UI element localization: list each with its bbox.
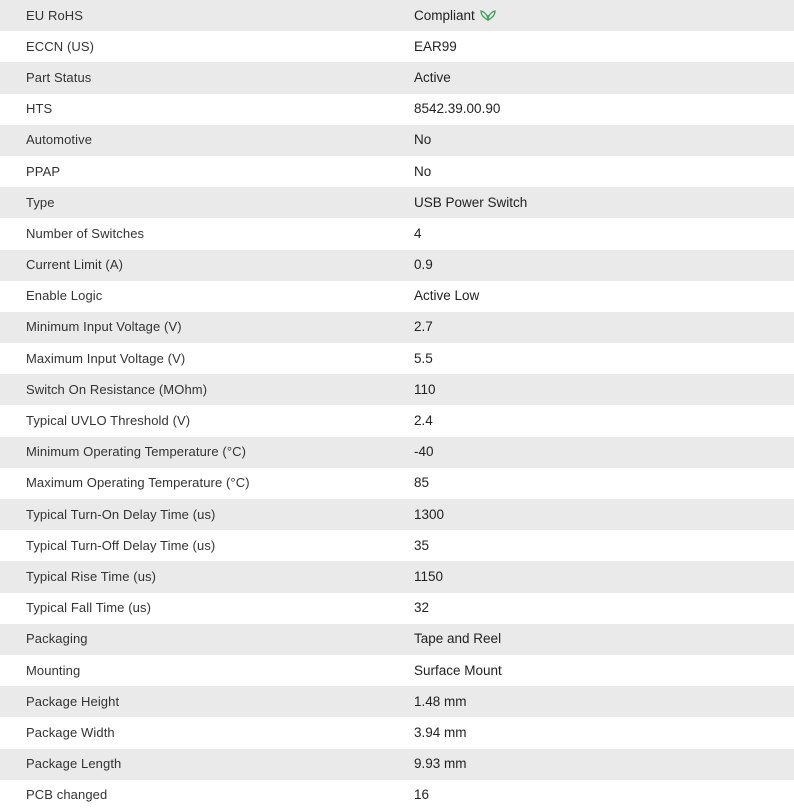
- spec-label: Enable Logic: [26, 288, 103, 304]
- spec-value-text: Compliant: [414, 7, 475, 23]
- spec-value: Surface Mount: [414, 662, 502, 678]
- spec-row: [0, 717, 794, 748]
- spec-label: Current Limit (A): [26, 257, 124, 273]
- spec-label: Part Status: [26, 69, 92, 85]
- spec-value: 8542.39.00.90: [414, 101, 501, 117]
- spec-value: 5.5: [414, 350, 433, 366]
- spec-row: [0, 686, 794, 717]
- leaf-icon: [480, 9, 496, 21]
- spec-value: 32: [414, 600, 430, 616]
- spec-value: 2.7: [414, 319, 433, 335]
- spec-row: [0, 31, 794, 62]
- spec-value: Active Low: [414, 288, 480, 304]
- spec-row: [0, 561, 794, 592]
- spec-value: -40: [414, 444, 434, 460]
- spec-value: 1150: [414, 568, 444, 584]
- spec-value: 85: [414, 475, 430, 491]
- spec-label: Typical Rise Time (us): [26, 568, 157, 584]
- spec-row: [0, 405, 794, 436]
- spec-row: [0, 530, 794, 561]
- spec-value: No: [414, 163, 432, 179]
- spec-label: ECCN (US): [26, 38, 95, 54]
- spec-value: Tape and Reel: [414, 631, 502, 647]
- spec-label: EU RoHS: [26, 7, 84, 23]
- spec-row: [0, 499, 794, 530]
- spec-row: [0, 780, 794, 811]
- spec-label: Switch On Resistance (MOhm): [26, 381, 208, 397]
- spec-row: [0, 94, 794, 125]
- spec-label: Typical Fall Time (us): [26, 600, 152, 616]
- spec-row: [0, 593, 794, 624]
- spec-row: [0, 187, 794, 218]
- spec-label: PCB changed: [26, 787, 108, 803]
- spec-value: 35: [414, 537, 430, 553]
- spec-value: 9.93 mm: [414, 756, 467, 772]
- spec-value: 1300: [414, 506, 445, 522]
- spec-value: 3.94 mm: [414, 724, 467, 740]
- spec-label: Mounting: [26, 662, 81, 678]
- spec-label: Automotive: [26, 132, 93, 148]
- spec-label: HTS: [26, 101, 53, 117]
- spec-value: 0.9: [414, 257, 433, 273]
- spec-label: Maximum Input Voltage (V): [26, 350, 186, 366]
- spec-label: Number of Switches: [26, 225, 145, 241]
- spec-value: 2.4: [414, 413, 433, 429]
- spec-row: [0, 125, 794, 156]
- spec-value: 4: [414, 225, 422, 241]
- spec-row: [0, 374, 794, 405]
- spec-label: Typical Turn-On Delay Time (us): [26, 506, 216, 522]
- spec-value: Active: [414, 69, 451, 85]
- spec-label: Package Height: [26, 693, 120, 709]
- spec-row: [0, 156, 794, 187]
- spec-row: [0, 0, 794, 31]
- spec-row: [0, 250, 794, 281]
- spec-value: 1.48 mm: [414, 693, 467, 709]
- spec-row: [0, 655, 794, 686]
- spec-row: [0, 281, 794, 312]
- spec-label: Maximum Operating Temperature (°C): [26, 475, 250, 491]
- spec-label: Minimum Operating Temperature (°C): [26, 444, 247, 460]
- spec-row: [0, 624, 794, 655]
- spec-row: [0, 468, 794, 499]
- spec-value: 16: [414, 787, 430, 803]
- spec-label: Type: [26, 194, 55, 210]
- spec-row: [0, 62, 794, 93]
- spec-value: USB Power Switch: [414, 194, 528, 210]
- spec-label: Package Length: [26, 756, 122, 772]
- spec-label: Typical UVLO Threshold (V): [26, 413, 191, 429]
- spec-value: EAR99: [414, 38, 457, 54]
- spec-label: Package Width: [26, 724, 115, 740]
- spec-value: 110: [414, 381, 436, 397]
- spec-label: PPAP: [26, 163, 61, 179]
- spec-row: [0, 218, 794, 249]
- spec-value: [414, 0, 794, 31]
- spec-value: No: [414, 132, 432, 148]
- spec-label: Packaging: [26, 631, 88, 647]
- spec-row: [0, 749, 794, 780]
- spec-row: [0, 437, 794, 468]
- spec-label: Typical Turn-Off Delay Time (us): [26, 537, 216, 553]
- spec-row: [0, 343, 794, 374]
- spec-row: [0, 312, 794, 343]
- spec-label: Minimum Input Voltage (V): [26, 319, 182, 335]
